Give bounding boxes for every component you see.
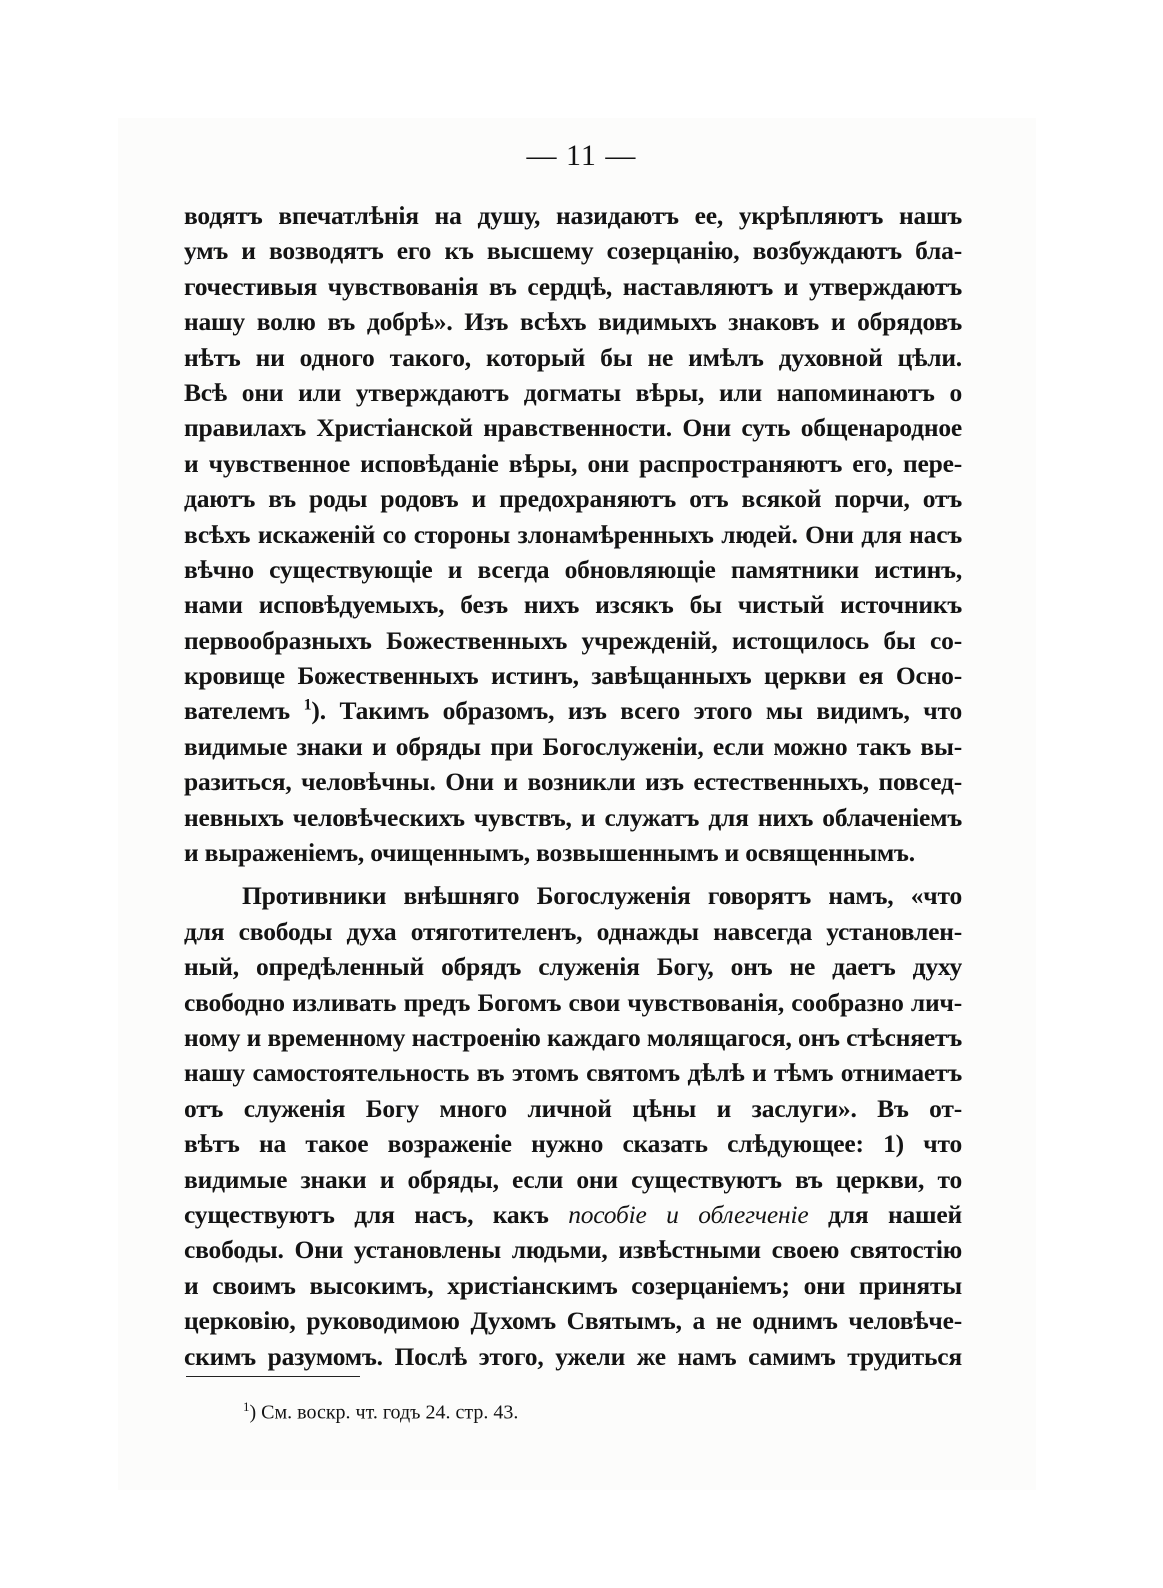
text-line: умъ и возводятъ его къ высшему созерцанію, возбуждаютъ бла-	[184, 236, 962, 266]
text-fragment: для нашей	[828, 1199, 962, 1229]
body-text	[184, 198, 962, 1374]
text-line: свободы. Они установлены людьми, извѣстными своею святостію	[184, 1235, 962, 1265]
text-line: всѣхъ искаженій со стороны злонамѣренныхъ людей. Они для насъ	[184, 519, 962, 549]
text-line: нашу самостоятельность въ этомъ святомъ дѣлѣ и тѣмъ отнимаетъ	[184, 1058, 962, 1088]
text-line: кровище Божественныхъ истинъ, завѣщанныхъ церкви ея Осно-	[184, 661, 962, 691]
text-line: нами исповѣдуемыхъ, безъ нихъ изсякъ бы чистый источникъ	[184, 590, 962, 620]
text-line: и чувственное исповѣданіе вѣры, они распространяютъ его, пере-	[184, 448, 962, 478]
text-line: разиться, человѣчны. Они и возникли изъ естественныхъ, повсед-	[184, 767, 962, 797]
text-fragment: существуютъ для насъ, какъ	[184, 1199, 549, 1229]
text-line: вѣтъ на такое возраженіе нужно сказать слѣдующее: 1) что	[184, 1129, 962, 1159]
text-line: правилахъ Христіанской нравственности. Они суть общенародное	[184, 413, 962, 443]
page-number: — 11 —	[526, 139, 637, 172]
paragraph-first-line: Противники внѣшняго Богослуженія говорятъ намъ, «что	[242, 881, 962, 911]
text-line: и своимъ высокимъ, христіанскимъ созерцаніемъ; они приняты	[184, 1270, 962, 1300]
footnote-marker: 1	[243, 1399, 250, 1414]
text-line: гочестивыя чувствованія въ сердцѣ, наставляютъ и утверждаютъ	[184, 271, 962, 301]
footnote-divider	[186, 1376, 360, 1377]
text-line: видимые знаки и обряды, если они существуютъ въ церкви, то	[184, 1164, 962, 1194]
emphasis-text: пособіе и облегченіе	[568, 1199, 809, 1229]
text-line: первообразныхъ Божественныхъ учрежденій, истощилось бы со-	[184, 625, 962, 655]
text-fragment: ). Такимъ образомъ, изъ всего этого мы видимъ, что	[311, 696, 962, 726]
text-line: нѣтъ ни одного такого, который бы не имѣлъ духовной цѣли.	[184, 342, 962, 372]
text-line: видимые знаки и обряды при Богослуженіи, если можно такъ вы-	[184, 731, 962, 761]
text-line-with-footnote-ref	[184, 693, 962, 728]
text-fragment: вателемъ	[184, 696, 290, 726]
text-line: ный, опредѣленный обрядъ служенія Богу, онъ не даетъ духу	[184, 952, 962, 982]
text-line: скимъ разумомъ. Послѣ этого, ужели же намъ самимъ трудиться	[184, 1341, 962, 1371]
footnote-text: ) См. воскр. чт. годъ 24. стр. 43.	[249, 1401, 519, 1424]
text-line: для свободы духа отяготителенъ, однажды навсегда установлен-	[184, 916, 962, 946]
text-line: невныхъ человѣческихъ чувствъ, и служатъ для нихъ облаченіемъ	[184, 802, 962, 832]
text-line: Всѣ они или утверждаютъ догматы вѣры, или напоминаютъ о	[184, 377, 962, 407]
text-line: вѣчно существующіе и всегда обновляющіе памятники истинъ,	[184, 554, 962, 584]
text-line: нашу волю въ добрѣ». Изъ всѣхъ видимыхъ знаковъ и обрядовъ	[184, 307, 962, 337]
text-line: свободно изливать предъ Богомъ свои чувствованія, сообразно лич-	[184, 987, 962, 1017]
text-line: водятъ впечатлѣнія на душу, назидаютъ ее, укрѣпляютъ нашъ	[184, 201, 962, 230]
footnote	[243, 1393, 518, 1427]
text-line: церковію, руководимою Духомъ Святымъ, а не однимъ человѣче-	[184, 1306, 962, 1336]
footnote-reference: 1	[303, 696, 312, 714]
text-line: и выраженіемъ, очищеннымъ, возвышеннымъ и освященнымъ.	[184, 838, 915, 868]
text-line-with-emphasis	[184, 1197, 962, 1232]
text-line: даютъ въ роды родовъ и предохраняютъ отъ всякой порчи, отъ	[184, 484, 962, 514]
text-line: ному и временному настроенію каждаго молящагося, онъ стѣсняетъ	[184, 1022, 962, 1052]
text-line: отъ служенія Богу много личной цѣны и заслуги». Въ от-	[184, 1093, 962, 1123]
